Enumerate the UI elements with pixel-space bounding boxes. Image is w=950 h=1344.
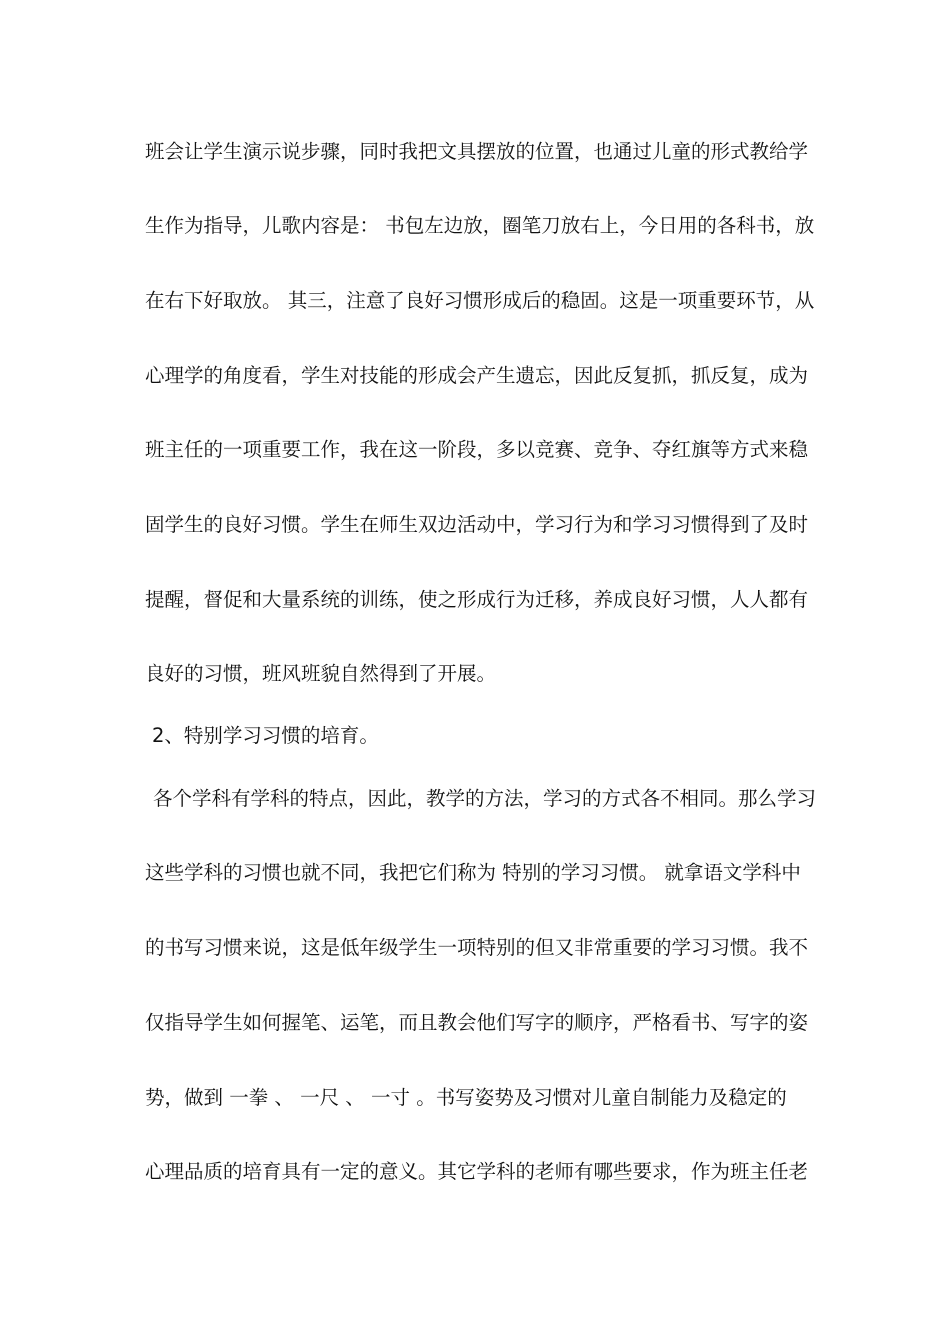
paragraph-line: 的书写习惯来说，这是低年级学生一项特别的但又非常重要的学习习惯。我不: [145, 936, 809, 959]
paragraph-line: 班主任的一项重要工作，我在这一阶段，多以竞赛、竞争、夺红旗等方式来稳: [145, 438, 809, 461]
section-heading: 2、特别学习习惯的培育。: [152, 724, 379, 747]
paragraph-line: 仅指导学生如何握笔、运笔，而且教会他们写字的顺序，严格看书、写字的姿: [145, 1011, 809, 1034]
paragraph-line: 在右下好取放。 其三，注意了良好习惯形成后的稳固。这是一项重要环节，从: [145, 289, 815, 312]
paragraph-line: 生作为指导，儿歌内容是： 书包左边放，圈笔刀放右上，今日用的各科书，放: [145, 214, 815, 237]
paragraph-line: 势，做到 一拳 、 一尺 、 一寸 。书写姿势及习惯对儿童自制能力及稳定的: [145, 1086, 787, 1109]
paragraph-line: 班会让学生演示说步骤，同时我把文具摆放的位置，也通过儿童的形式教给学: [145, 140, 809, 163]
paragraph-line: 固学生的良好习惯。学生在师生双边活动中，学习行为和学习习惯得到了及时: [145, 513, 809, 536]
paragraph-line: 这些学科的习惯也就不同，我把它们称为 特别的学习习惯。 就拿语文学科中: [145, 861, 801, 884]
paragraph-line: 各个学科有学科的特点，因此，教学的方法，学习的方式各不相同。那么学习: [153, 787, 817, 810]
paragraph-line: 良好的习惯，班风班貌自然得到了开展。: [145, 662, 497, 685]
paragraph-line: 提醒，督促和大量系统的训练，使之形成行为迁移，养成良好习惯，人人都有: [145, 588, 809, 611]
paragraph-line: 心理品质的培育具有一定的意义。其它学科的老师有哪些要求，作为班主任老: [145, 1160, 809, 1183]
paragraph-line: 心理学的角度看，学生对技能的形成会产生遗忘，因此反复抓，抓反复，成为: [145, 364, 809, 387]
